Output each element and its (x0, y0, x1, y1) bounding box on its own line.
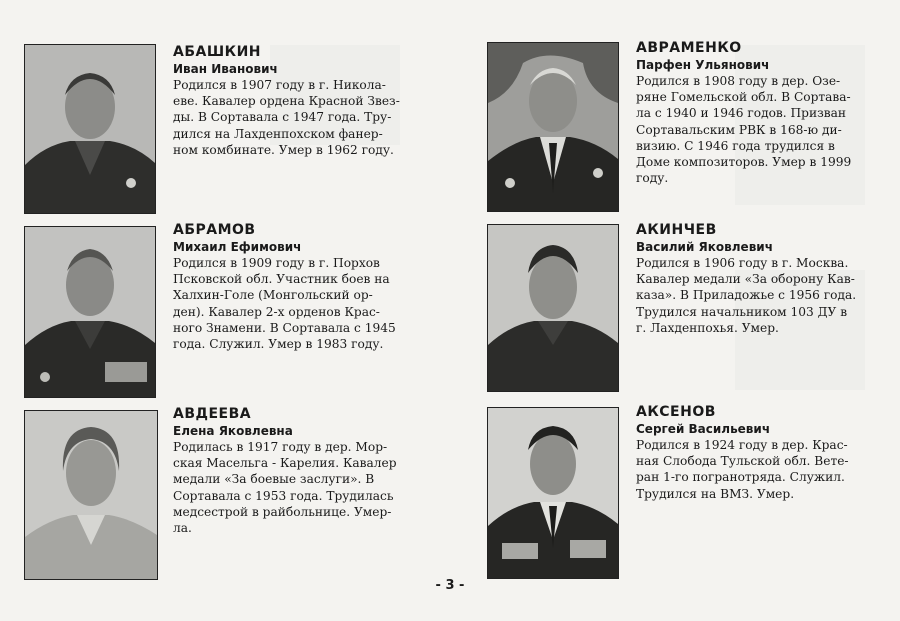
person-surname: АБРАМОВ (173, 222, 256, 238)
portrait-image (488, 43, 618, 211)
person-biography: Родился в 1907 году в г. Никола- еве. Кавалер ордена Красной Звез- ды. В Сортавала с 1947 года. Тру- дился на Лахденпохском фанер- ном комбинате. Умер в 1962 году. (173, 78, 400, 157)
person-surname: АВДЕЕВА (173, 406, 252, 422)
person-given-name: Иван Иванович (173, 62, 278, 76)
person-given-name: Парфен Ульянович (636, 58, 770, 72)
person-photo (24, 410, 158, 580)
person-given-name: Сергей Васильевич (636, 422, 771, 436)
page-number: - 3 - (435, 578, 465, 593)
person-surname: АВРАМЕНКО (636, 40, 742, 56)
person-biography: Родился в 1908 году в дер. Озе- ряне Гомельской обл. В Сортава- ла с 1940 и 1946 годов. Призван Сортавальским РВК в 168-ю ди- визию. С 1946 года трудился в Доме композиторов. Умер в 1999 году. (636, 74, 852, 186)
person-photo (24, 226, 156, 398)
portrait-image (488, 408, 618, 578)
portrait-image (25, 411, 157, 579)
person-surname: АБАШКИН (173, 44, 262, 60)
person-photo (24, 44, 156, 214)
person-photo (487, 42, 619, 212)
portrait-image (25, 227, 155, 397)
person-surname: АКСЕНОВ (636, 404, 716, 420)
person-biography: Родился в 1924 году в дер. Крас- ная Слобода Тульской обл. Вете- ран 1-го погранотряда. Служил. Трудился на ВМЗ. Умер. (636, 438, 849, 501)
person-surname: АКИНЧЕВ (636, 222, 717, 238)
person-given-name: Елена Яковлевна (173, 424, 293, 438)
person-given-name: Михаил Ефимович (173, 240, 302, 254)
person-biography: Родился в 1906 году в г. Москва. Кавалер медали «За оборону Кав- каза». В Приладожье с 1956 года. Трудился начальником 103 ДУ в г. Лахденпохья. Умер. (636, 256, 857, 335)
portrait-image (488, 225, 618, 391)
portrait-image (25, 45, 155, 213)
person-photo (487, 224, 619, 392)
person-biography: Родилась в 1917 году в дер. Мор- ская Масельга - Карелия. Кавалер медали «За боевые заслуги». В Сортавала с 1953 года. Трудилась медсестрой в райбольнице. Умер- ла. (173, 440, 397, 536)
person-biography: Родился в 1909 году в г. Порхов Псковской обл. Участник боев на Халхин-Голе (Монгольский ор- ден). Кавалер 2-х орденов Крас- ного Знамени. В Сортавала с 1945 года. Служил. Умер в 1983 году. (173, 256, 396, 352)
person-given-name: Василий Яковлевич (636, 240, 773, 254)
person-photo (487, 407, 619, 579)
